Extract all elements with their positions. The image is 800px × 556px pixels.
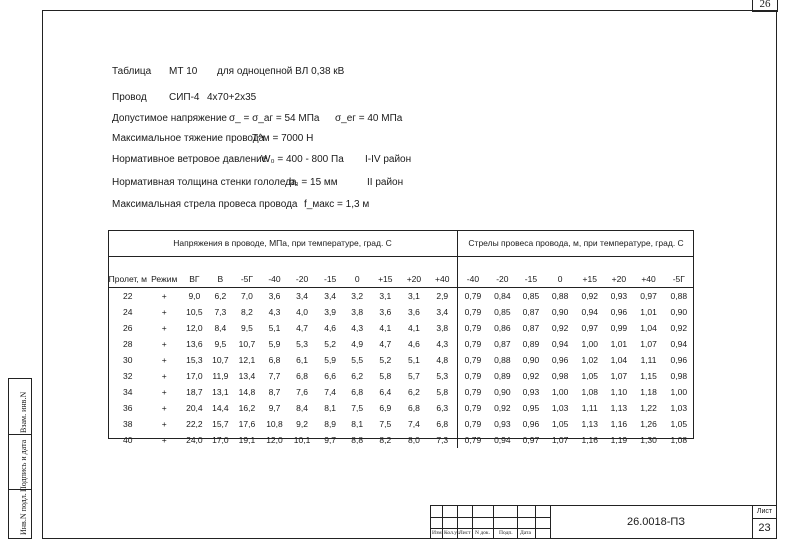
stress-cell: 3,8: [427, 320, 457, 336]
col-header: В: [208, 257, 233, 288]
col-header: -40: [261, 257, 288, 288]
sag-cell: 0,79: [464, 291, 482, 301]
stress-cell: 5,2: [379, 355, 392, 365]
side-label-inv-replace: Взам. инв.N: [19, 391, 28, 433]
sag-cell: 1,07: [640, 339, 657, 349]
sag-cell: 1,01: [640, 307, 657, 317]
stress-cell: 5,2: [324, 339, 337, 349]
span-header: Пролет, м: [108, 257, 148, 288]
wind-value: W₀ = 400 - 800 Па: [261, 154, 344, 165]
span-cell: 36: [123, 403, 133, 413]
span-cell: 40: [123, 435, 133, 445]
span-cell: 26: [123, 323, 133, 333]
sag-cell: 0,89: [522, 339, 540, 349]
stress-cell: 17,0: [212, 435, 229, 445]
col-header: -15: [316, 257, 344, 288]
mode-cell: +: [161, 339, 167, 349]
sag-cell: 1,08: [670, 435, 688, 445]
stress-cell: 10,8: [266, 419, 283, 429]
table-desc: для одноцепной ВЛ 0,38 кВ: [217, 66, 345, 77]
stress-cell: 6,8: [351, 387, 364, 397]
stress-cell: 10,1: [293, 435, 311, 445]
stress-cell: 6,2: [214, 291, 227, 301]
stress-label: Допустимое напряжение: [112, 113, 227, 124]
stress-cell: 8,4: [214, 323, 227, 333]
table-id: МТ 10: [169, 66, 198, 77]
sag-cell: 1,07: [610, 371, 628, 381]
stress-cell: 5,3: [427, 368, 457, 384]
stress-cell: 7,4: [407, 419, 420, 429]
stress-cell: 3,1: [379, 291, 392, 301]
sag-cell: 1,11: [581, 403, 598, 413]
ice-value: b₃ = 15 мм: [289, 177, 338, 188]
data-table: [108, 230, 694, 448]
stress-cell: 8,1: [324, 403, 337, 413]
stress-cell: 9,2: [296, 419, 308, 429]
stress-cell: 3,2: [351, 291, 364, 301]
span-cell: 30: [123, 355, 133, 365]
wire-label: Провод: [112, 92, 147, 103]
col-header: +40: [633, 257, 663, 288]
sag-cell: 0,87: [522, 323, 540, 333]
sag-cell: 0,93: [494, 419, 511, 429]
sag-cell: 0,79: [464, 403, 482, 413]
stress-cell: 11,9: [212, 371, 229, 381]
stress-cell: 8,2: [379, 435, 392, 445]
sag-cell: 0,79: [464, 419, 482, 429]
stress-cell: 10,7: [238, 339, 256, 349]
stress-cell: 12,0: [186, 323, 203, 333]
sag-cell: 0,93: [610, 291, 628, 301]
stress-cell: 8,2: [240, 307, 253, 317]
stress-cell: 13,1: [212, 387, 229, 397]
stress-cell: 4,7: [379, 339, 392, 349]
stress-cell: 4,1: [379, 323, 392, 333]
stress-cell: 8,9: [324, 419, 337, 429]
sag-cell: 0,88: [494, 355, 511, 365]
table-row: [108, 400, 694, 416]
sag-cell: 0,79: [464, 323, 482, 333]
stress-cell: 3,6: [407, 307, 420, 317]
sag-cell: 1,13: [610, 403, 628, 413]
stress-cell: 9,5: [214, 339, 227, 349]
col-header: +15: [575, 257, 604, 288]
span-cell: 34: [123, 387, 133, 397]
span-cell: 24: [123, 307, 133, 317]
stress-value-2: σ_ег = 40 МПа: [335, 113, 403, 124]
sag-cell: 0,88: [551, 291, 569, 301]
stress-cell: 14,4: [212, 403, 229, 413]
span-cell: 38: [123, 419, 133, 429]
sag-cell: 0,94: [494, 435, 511, 445]
col-header: -15: [517, 257, 545, 288]
table-body: [108, 288, 694, 449]
sag-cell: 0,90: [670, 307, 688, 317]
stress-cell: 3,1: [407, 291, 420, 301]
stress-cell: 8,1: [351, 419, 364, 429]
stress-cell: 7,3: [214, 307, 227, 317]
stress-cell: 5,9: [268, 339, 281, 349]
stamp-col: Дата: [520, 530, 531, 536]
right-header: Стрелы провеса провода, м, при температуре, град. С: [458, 230, 694, 257]
stress-cell: 4,9: [351, 339, 364, 349]
document-code: 26.0018-ПЗ: [550, 505, 761, 538]
wire-size: 4х70+2х35: [207, 92, 257, 103]
wind-label: Нормативное ветровое давление: [112, 154, 268, 165]
sag-cell: 0,92: [581, 291, 599, 301]
table-row: [108, 368, 694, 384]
stress-cell: 6,3: [427, 400, 457, 416]
span-cell: 28: [123, 339, 133, 349]
sag-cell: 1,05: [670, 419, 688, 429]
table-row: [108, 416, 694, 432]
table-row: [108, 336, 694, 352]
stress-cell: 5,5: [351, 355, 364, 365]
stress-cell: 17,6: [238, 419, 256, 429]
sag-cell: 0,97: [522, 435, 540, 445]
mode-cell: +: [161, 387, 167, 397]
stress-cell: 13,4: [238, 371, 256, 381]
sag-cell: 1,02: [581, 355, 599, 365]
sag-cell: 1,00: [581, 339, 599, 349]
stress-cell: 10,7: [212, 355, 229, 365]
stress-cell: 4,3: [351, 323, 364, 333]
stress-cell: 7,0: [240, 291, 253, 301]
sheet-label: Лист: [753, 506, 776, 519]
tension-label: Максимальное тяжение провода: [112, 133, 265, 144]
ice-region: II район: [367, 177, 404, 188]
sag-label: Максимальная стрела провеса провода: [112, 199, 298, 210]
sag-cell: 1,07: [551, 435, 569, 445]
mode-header: Режим: [148, 257, 181, 288]
wire-type: СИП-4: [169, 92, 200, 103]
mode-cell: +: [161, 403, 167, 413]
sag-cell: 0,96: [551, 355, 569, 365]
table-row: [108, 320, 694, 336]
stress-cell: 5,1: [268, 323, 281, 333]
stress-cell: 3,6: [268, 291, 281, 301]
sag-cell: 0,85: [522, 291, 540, 301]
sag-cell: 0,94: [670, 339, 688, 349]
sheet-top-number: 26: [752, 0, 778, 12]
sag-cell: 0,89: [494, 371, 511, 381]
sag-cell: 1,19: [610, 435, 628, 445]
sag-cell: 1,16: [610, 419, 628, 429]
wind-region: I-IV район: [365, 154, 412, 165]
stamp-col: Подп.: [499, 530, 513, 536]
stress-cell: 10,5: [186, 307, 203, 317]
stress-cell: 9,5: [240, 323, 253, 333]
col-header: -5Г: [233, 257, 261, 288]
ice-label: Нормативная толщина стенки гололеда: [112, 177, 297, 188]
sag-cell: 0,92: [522, 371, 540, 381]
sag-cell: 1,03: [670, 403, 688, 413]
stress-cell: 14,8: [238, 387, 256, 397]
stamp-columns: [431, 529, 551, 538]
stress-cell: 6,8: [407, 403, 420, 413]
left-header: Напряжения в проводе, МПа, при температуре, град. С: [108, 230, 458, 257]
span-cell: 32: [123, 371, 133, 381]
stress-cell: 3,8: [351, 307, 364, 317]
stress-cell: 5,3: [296, 339, 308, 349]
sheet-number: 23: [758, 522, 771, 534]
col-header: -40: [458, 257, 488, 288]
stress-cell: 9,7: [268, 403, 281, 413]
sag-cell: 0,79: [464, 435, 482, 445]
stress-cell: 7,6: [296, 387, 308, 397]
stress-cell: 7,5: [379, 419, 392, 429]
stress-cell: 8,4: [296, 403, 308, 413]
col-header: 0: [344, 257, 370, 288]
title-block: [430, 505, 775, 537]
sag-cell: 0,99: [610, 323, 628, 333]
sag-cell: 0,92: [551, 323, 569, 333]
sag-cell: 0,79: [464, 355, 482, 365]
col-header: +20: [604, 257, 633, 288]
stress-cell: 7,4: [324, 387, 337, 397]
stamp-col: N док.: [475, 530, 490, 536]
sag-cell: 0,95: [522, 403, 540, 413]
stamp-col: Лист: [459, 530, 471, 536]
stress-cell: 4,8: [427, 352, 457, 368]
sag-cell: 0,84: [494, 291, 511, 301]
sag-cell: 0,87: [494, 339, 511, 349]
sag-cell: 0,94: [551, 339, 569, 349]
sag-cell: 0,79: [464, 387, 482, 397]
sag-cell: 0,92: [494, 403, 511, 413]
sag-cell: 0,94: [581, 307, 599, 317]
col-header: -5Г: [664, 257, 694, 288]
sag-cell: 1,08: [581, 387, 599, 397]
mode-cell: +: [161, 291, 167, 301]
sag-cell: 0,87: [522, 307, 540, 317]
stress-cell: 6,8: [268, 355, 281, 365]
sag-cell: 0,98: [670, 371, 688, 381]
sag-cell: 1,26: [640, 419, 657, 429]
stress-cell: 6,9: [379, 403, 392, 413]
sag-cell: 1,05: [581, 371, 599, 381]
stress-cell: 3,4: [296, 291, 308, 301]
sag-cell: 1,11: [640, 355, 657, 365]
stress-cell: 5,9: [324, 355, 337, 365]
stress-cell: 22,2: [186, 419, 203, 429]
stamp-col: Изм.: [432, 530, 443, 536]
sag-cell: 0,86: [494, 323, 511, 333]
stress-cell: 12,0: [266, 435, 283, 445]
stress-cell: 24,0: [186, 435, 203, 445]
sag-cell: 0,97: [640, 291, 657, 301]
sag-cell: 1,01: [610, 339, 628, 349]
stress-cell: 4,1: [407, 323, 420, 333]
sag-cell: 1,13: [581, 419, 599, 429]
sag-cell: 1,04: [610, 355, 628, 365]
stamp-grid: [430, 505, 551, 538]
table-row: [108, 304, 694, 320]
table-row: [108, 432, 694, 448]
sag-cell: 0,96: [522, 419, 540, 429]
stress-cell: 2,9: [427, 288, 457, 305]
stress-cell: 19,1: [238, 435, 256, 445]
col-header: +15: [370, 257, 400, 288]
stress-cell: 6,6: [324, 371, 337, 381]
sag-value: f_макс = 1,3 м: [304, 199, 370, 210]
sag-cell: 1,18: [640, 387, 657, 397]
mode-cell: +: [161, 323, 167, 333]
sag-cell: 1,30: [640, 435, 657, 445]
col-header: +20: [400, 257, 427, 288]
table-label: Таблица: [112, 66, 152, 77]
stress-cell: 3,9: [324, 307, 337, 317]
col-header: ВГ: [181, 257, 208, 288]
stress-cell: 4,7: [296, 323, 308, 333]
sag-cell: 0,79: [464, 307, 482, 317]
stress-cell: 18,7: [186, 387, 203, 397]
side-label-sign-date: Подпись и дата: [19, 439, 28, 492]
sag-cell: 1,04: [640, 323, 657, 333]
sag-cell: 0,93: [522, 387, 540, 397]
sag-cell: 0,92: [670, 323, 688, 333]
stress-cell: 8,8: [351, 435, 364, 445]
sag-cell: 0,79: [464, 339, 482, 349]
table-row: [108, 352, 694, 368]
col-header: -20: [488, 257, 517, 288]
stress-cell: 15,7: [212, 419, 229, 429]
stress-cell: 4,3: [268, 307, 281, 317]
stress-cell: 4,0: [296, 307, 308, 317]
sag-cell: 1,16: [581, 435, 599, 445]
sheet-box: [752, 505, 776, 538]
stress-cell: 6,1: [296, 355, 308, 365]
stress-cell: 8,0: [407, 435, 420, 445]
sag-cell: 1,05: [551, 419, 569, 429]
stress-cell: 7,7: [268, 371, 281, 381]
mode-cell: +: [161, 419, 167, 429]
sag-cell: 0,79: [464, 371, 482, 381]
sag-cell: 1,15: [640, 371, 657, 381]
sag-cell: 1,03: [551, 403, 569, 413]
sag-cell: 1,10: [610, 387, 628, 397]
stress-cell: 6,4: [379, 387, 392, 397]
stress-cell: 6,2: [407, 387, 420, 397]
stress-cell: 4,3: [427, 336, 457, 352]
span-cell: 22: [123, 291, 133, 301]
sag-cell: 1,00: [551, 387, 569, 397]
stress-cell: 3,4: [324, 291, 337, 301]
stress-cell: 5,7: [407, 371, 420, 381]
stress-cell: 6,8: [296, 371, 308, 381]
mode-cell: +: [161, 435, 167, 445]
sag-cell: 0,88: [670, 291, 688, 301]
mode-cell: +: [161, 355, 167, 365]
stress-cell: 5,8: [379, 371, 392, 381]
stress-cell: 4,6: [324, 323, 337, 333]
stress-cell: 9,7: [324, 435, 337, 445]
stress-cell: 9,0: [188, 291, 201, 301]
sag-cell: 0,90: [522, 355, 540, 365]
mode-cell: +: [161, 371, 167, 381]
stress-cell: 12,1: [238, 355, 256, 365]
stress-cell: 15,3: [186, 355, 203, 365]
sag-cell: 0,96: [610, 307, 628, 317]
stress-cell: 3,4: [427, 304, 457, 320]
col-header: -20: [288, 257, 316, 288]
sag-cell: 0,90: [494, 387, 511, 397]
stress-cell: 5,8: [427, 384, 457, 400]
col-header: +40: [427, 257, 457, 288]
table-row: [108, 288, 694, 305]
stress-cell: 20,4: [186, 403, 203, 413]
side-label-inv-orig: Инв.N подл.: [19, 493, 28, 535]
stress-cell: 16,2: [238, 403, 256, 413]
stress-cell: 4,6: [407, 339, 420, 349]
sag-cell: 1,22: [640, 403, 657, 413]
stamp-col: Кол.уч: [444, 530, 460, 536]
stress-cell: 7,3: [427, 432, 457, 448]
sag-cell: 0,98: [551, 371, 569, 381]
mode-cell: +: [161, 307, 167, 317]
stress-cell: 7,5: [351, 403, 364, 413]
stress-cell: 3,6: [379, 307, 392, 317]
stress-cell: 5,1: [407, 355, 420, 365]
table-row: [108, 384, 694, 400]
sag-cell: 0,90: [551, 307, 569, 317]
col-header: 0: [545, 257, 575, 288]
stress-value-1: σ_ = σ_аг = 54 МПа: [229, 113, 320, 124]
stress-cell: 13,6: [186, 339, 203, 349]
stress-cell: 6,8: [427, 416, 457, 432]
sag-cell: 0,97: [581, 323, 599, 333]
sag-cell: 0,96: [670, 355, 688, 365]
tension-value: T^м = 7000 Н: [252, 133, 314, 144]
stress-cell: 17,0: [186, 371, 203, 381]
stress-cell: 6,2: [351, 371, 364, 381]
stress-cell: 8,7: [268, 387, 281, 397]
sag-cell: 0,85: [494, 307, 511, 317]
sag-cell: 1,00: [670, 387, 688, 397]
